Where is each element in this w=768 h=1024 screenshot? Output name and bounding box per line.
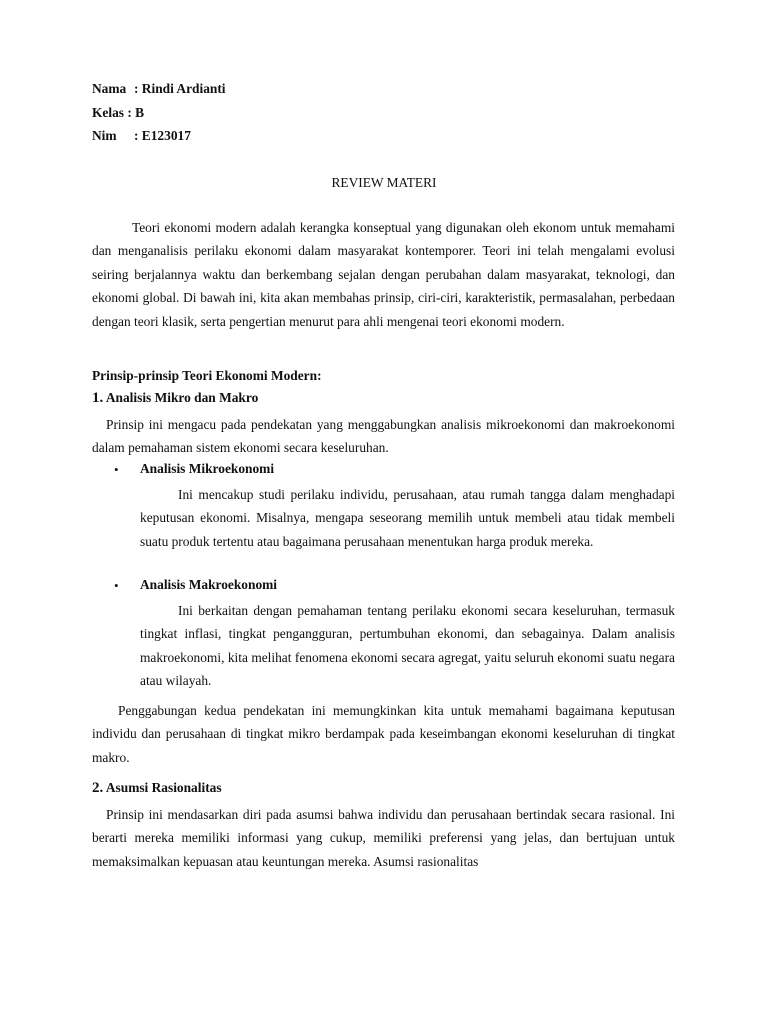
bullet-2-title: Analisis Makroekonomi (140, 577, 278, 592)
bullet-1-text: Ini mencakup studi perilaku individu, perusahaan, atau rumah tangga dalam menghadapi keputusan ekonomi. Misalnya, mengapa seseorang memilih untuk membeli atau tidak membeli suatu produk tertentu atau bagaimana perusahaan menentukan harga produk mereka. (140, 487, 675, 549)
section-2-text: Prinsip ini mendasarkan diri pada asumsi bahwa individu dan perusahaan bertindak secara rasional. Ini berarti mereka memiliki informasi yang cukup, memiliki preferensi yang jelas, dan bertujuan untuk memaksimalkan kepuasan atau keuntungan mereka. Asumsi rasionalitas (92, 807, 675, 869)
bullet-2-icon: • (114, 578, 119, 593)
nama-label: Nama (92, 81, 127, 96)
section-2-title: Asumsi Rasionalitas (105, 780, 222, 795)
bullet-1-title: Analisis Mikroekonomi (140, 461, 275, 476)
section-2-heading (92, 780, 222, 797)
section-1-text: Prinsip ini mengacu pada pendekatan yang menggabungkan analisis mikroekonomi dan makroekonomi dalam pemahaman sistem ekonomi secara keseluruhan. (92, 417, 675, 456)
nama-value: : Rindi Ardianti (134, 81, 226, 96)
section-1-title: Analisis Mikro dan Makro (105, 390, 259, 405)
nim-label: Nim (92, 128, 117, 143)
nama-line (92, 81, 226, 97)
page-title: REVIEW MATERI (331, 175, 437, 190)
section-2-number: 2. (92, 780, 104, 796)
intro-paragraph: Teori ekonomi modern adalah kerangka konseptual yang digunakan oleh ekonom untuk memahami dan menganalisis perilaku ekonomi dalam masyarakat kontemporer. Teori ini telah mengalami evolusi seiring berjalannya waktu dan berkembang sejalan dengan perubahan dalam masyarakat, teknologi, dan ekonomi global. Di bawah ini, kita akan membahas prinsip, ciri-ciri, karakteristik, permasalahan, perbedaan dengan teori klasik, serta pengertian menurut para ahli mengenai teori ekonomi modern. (92, 220, 675, 329)
section-1-closing: Penggabungan kedua pendekatan ini memungkinkan kita untuk memahami bagaimana keputusan individu dan perusahaan di tingkat mikro berdampak pada keseimbangan ekonomi keseluruhan di tingkat makro. (92, 703, 675, 765)
nim-line (92, 128, 191, 144)
section-1-heading (92, 390, 258, 407)
section-heading: Prinsip-prinsip Teori Ekonomi Modern: (92, 368, 322, 383)
section-1-number: 1. (92, 390, 104, 406)
nim-value: : E123017 (134, 128, 191, 143)
bullet-1-icon: • (114, 462, 119, 477)
bullet-2-text: Ini berkaitan dengan pemahaman tentang perilaku ekonomi secara keseluruhan, termasuk tingkat inflasi, tingkat pengangguran, pertumbuhan ekonomi, dan sebagainya. Dalam analisis makroekonomi, kita melihat fenomena ekonomi secara agregat, yaitu seluruh ekonomi suatu negara atau wilayah. (140, 603, 675, 689)
kelas-line: Kelas : B (92, 105, 145, 120)
